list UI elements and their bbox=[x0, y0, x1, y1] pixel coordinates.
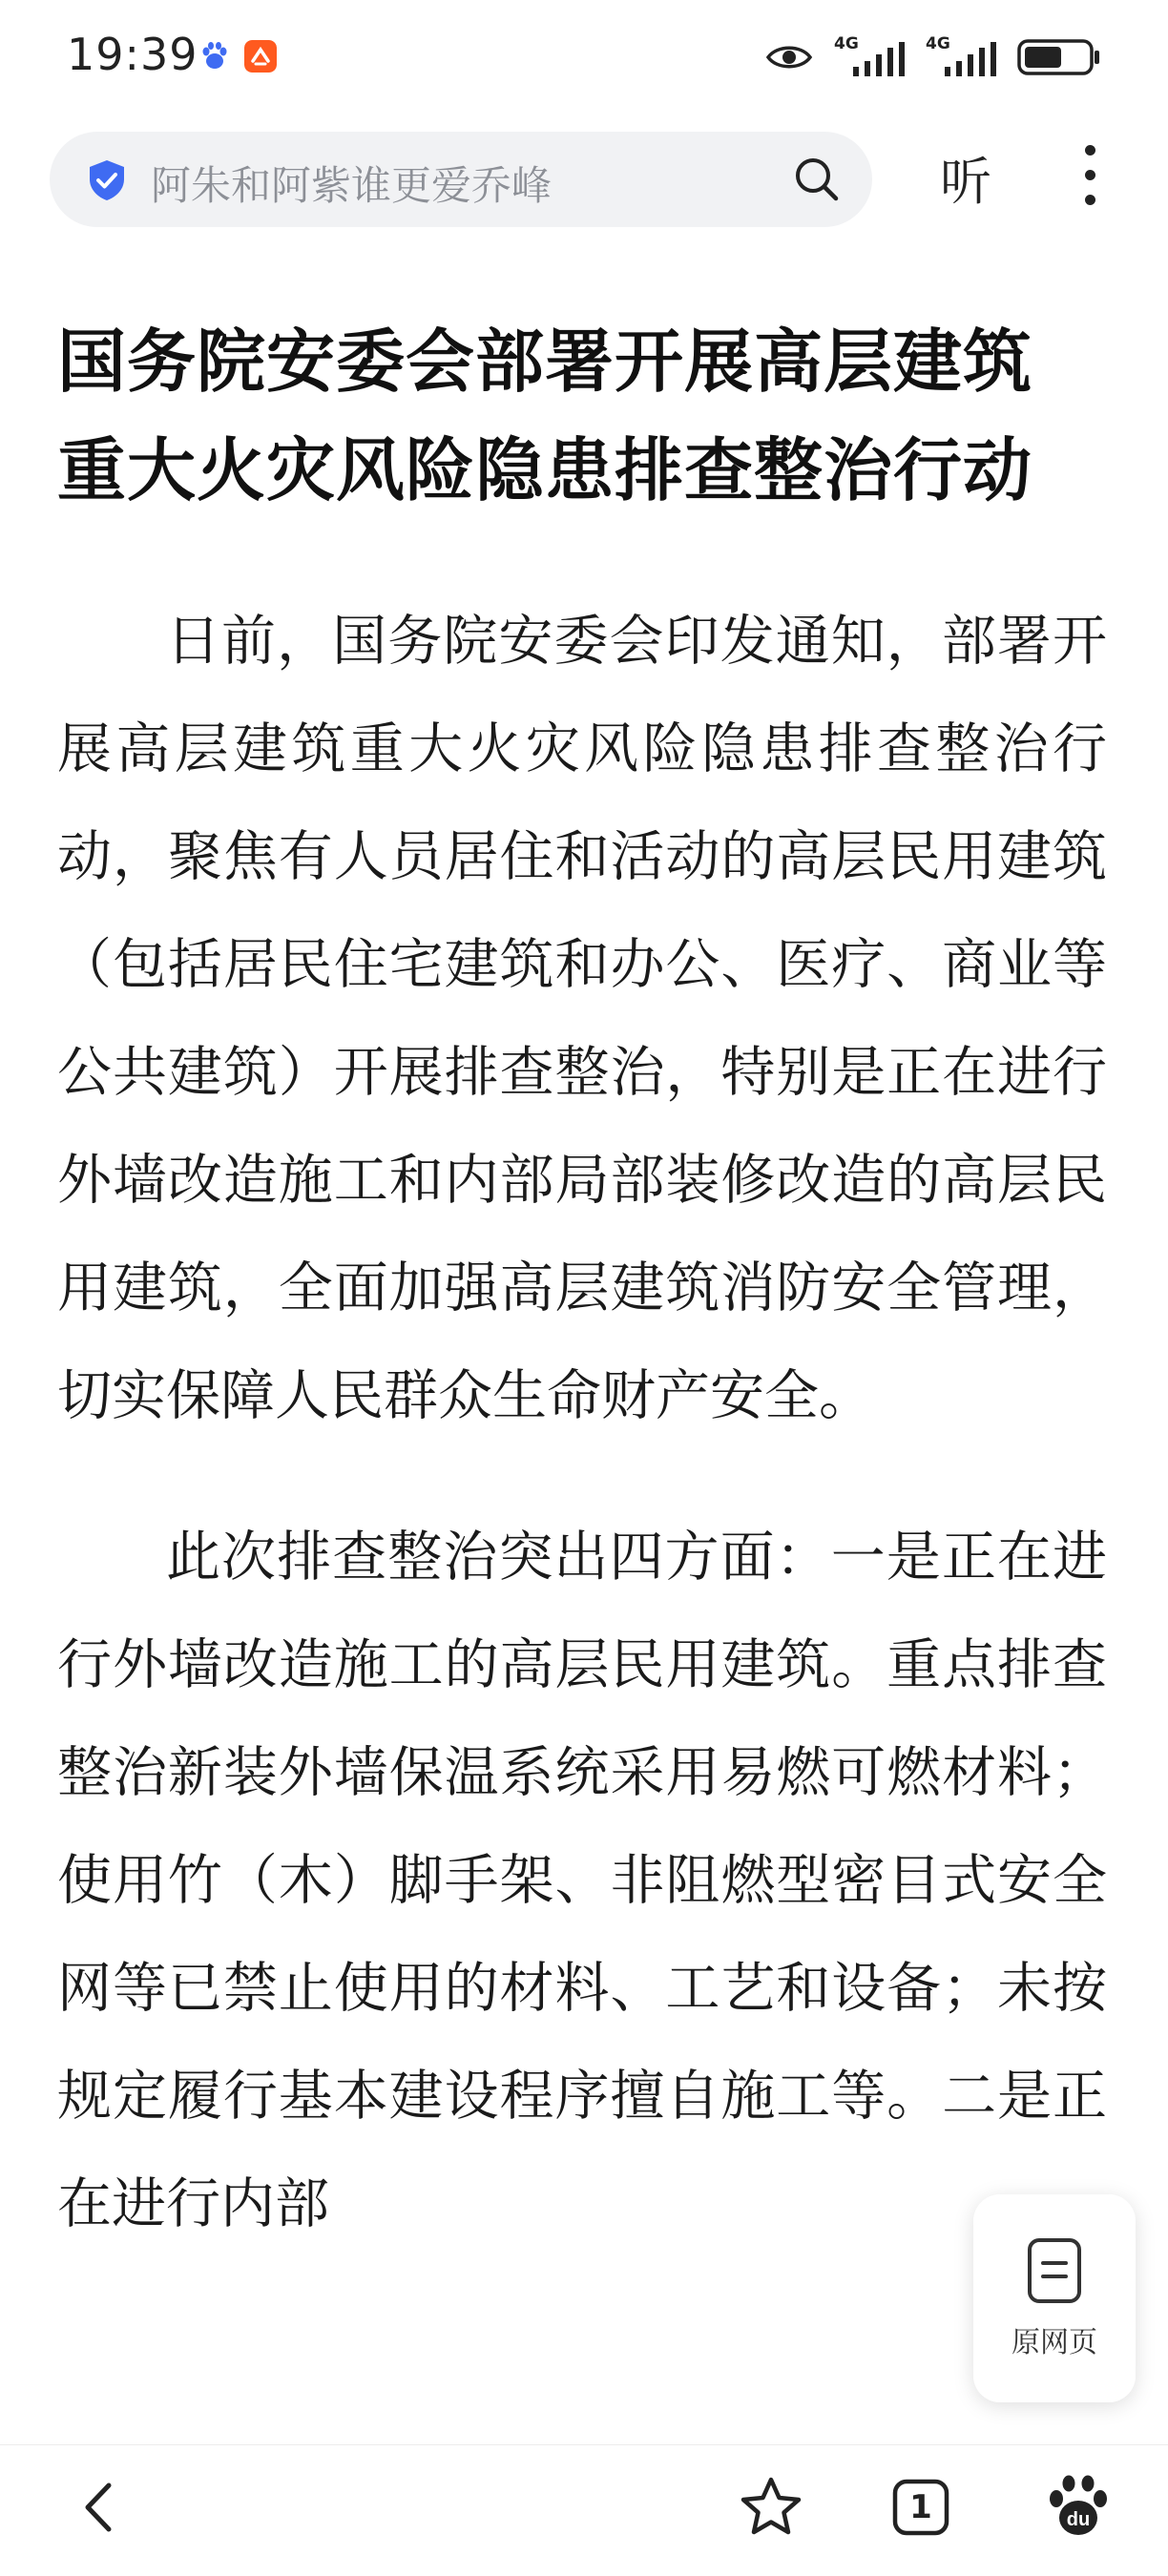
network-type-2: 4G bbox=[926, 34, 950, 53]
article-paragraph: 此次排查整治突出四方面：一是正在进行外墙改造施工的高层民用建筑。重点排查整治新装外墙保温系统采用易燃可燃材料；使用竹（木）脚手架、非阻燃型密目式安全网等已禁止使用的材料、工艺和设备；未按规定履行基本建设程序擅自施工等。二是正在进行内部 bbox=[57, 1526, 1107, 2235]
cellular-1 bbox=[834, 36, 905, 78]
article-title: 国务院安委会部署开展高层建筑重大火灾风险隐患排查整治行动 bbox=[57, 322, 1033, 510]
article-body bbox=[57, 588, 1107, 2258]
cellular-2 bbox=[926, 36, 996, 78]
baidu-paw-icon[interactable] bbox=[1040, 2468, 1116, 2545]
article bbox=[57, 307, 1107, 2258]
status-bar bbox=[0, 0, 1168, 114]
search-query-text[interactable]: 阿朱和阿紫谁更爱乔峰 bbox=[151, 162, 553, 209]
eye-icon bbox=[765, 41, 813, 73]
signal-icon bbox=[943, 42, 996, 78]
search-bar[interactable] bbox=[50, 132, 872, 227]
more-dot bbox=[1085, 145, 1095, 156]
more-vertical-icon[interactable] bbox=[1076, 145, 1103, 208]
status-time: 19:39 bbox=[67, 29, 198, 80]
original-page-label: 原网页 bbox=[1012, 2326, 1097, 2359]
search-icon[interactable] bbox=[792, 155, 842, 204]
baidu-paw-icon bbox=[198, 40, 231, 73]
bottom-nav bbox=[0, 2444, 1168, 2576]
article-paragraph: 日前，国务院安委会印发通知，部署开展高层建筑重大火灾风险隐患排查整治行动，聚焦有人员居住和活动的高层民用建筑（包括居民住宅建筑和办公、医疗、商业等公共建筑）开展排查整治，特别是正在进行外墙改造施工和内部局部装修改造的高层民用建筑，全面加强高层建筑消防安全管理，切实保障人民群众生命财产安全。 bbox=[57, 610, 1107, 1427]
back-arrow-icon[interactable] bbox=[67, 2474, 134, 2541]
tabs-button[interactable] bbox=[887, 2474, 954, 2541]
original-page-button[interactable] bbox=[973, 2194, 1136, 2402]
signal-icon bbox=[851, 42, 905, 78]
network-type-1: 4G bbox=[834, 34, 859, 53]
listen-button[interactable]: 听 bbox=[940, 152, 991, 212]
tab-count: 1 bbox=[909, 2488, 932, 2526]
star-icon[interactable] bbox=[735, 2472, 807, 2545]
shield-check-icon bbox=[86, 158, 128, 202]
more-dot bbox=[1085, 195, 1095, 205]
status-indicators bbox=[765, 31, 1101, 84]
notification-app-icon bbox=[244, 40, 277, 73]
more-dot bbox=[1085, 170, 1095, 180]
svg-text:du: du bbox=[1066, 2509, 1091, 2530]
battery-icon bbox=[1017, 38, 1101, 76]
document-icon bbox=[1024, 2236, 1085, 2305]
